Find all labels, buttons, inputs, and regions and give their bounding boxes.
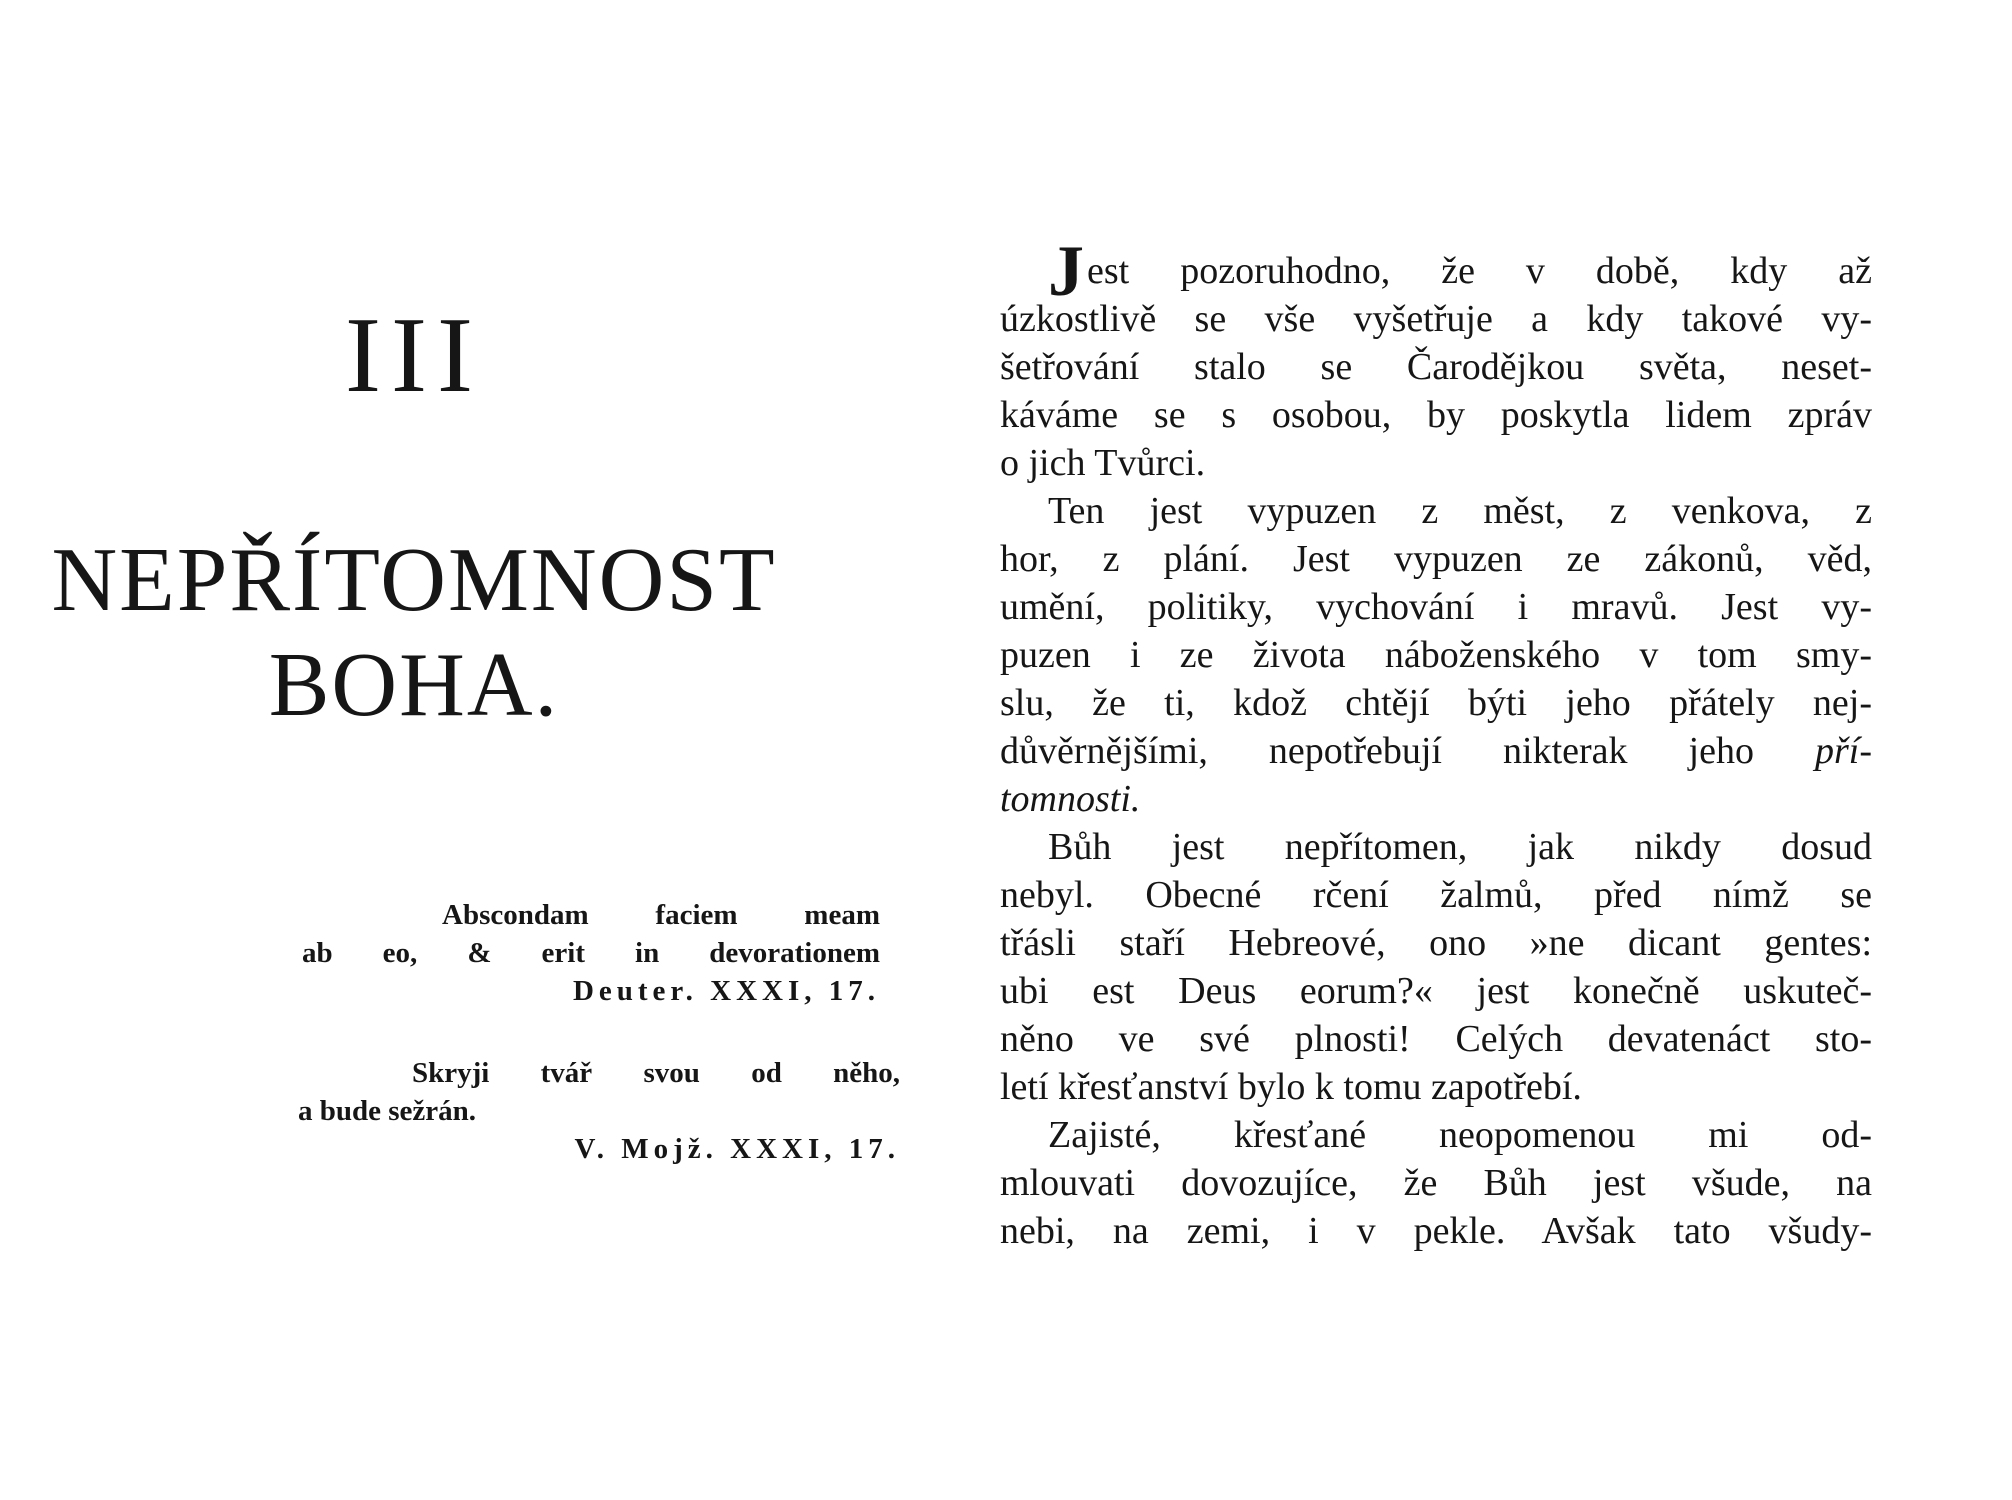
drop-cap-initial: J: [1048, 231, 1084, 311]
chapter-title: [28, 527, 800, 737]
latin-epigraph-line-1: Abscondam faciem meam: [442, 899, 880, 931]
body-line: nebyl. Obecné rčení žalmů, před nímž se: [1000, 874, 1872, 916]
body-paragraph-1: [1000, 231, 1872, 487]
latin-epigraph: [302, 896, 880, 1010]
body-line: [1000, 231, 1872, 311]
body-line: káváme se s osobou, by poskytla lidem zpráv: [1000, 394, 1872, 436]
chapter-title-line-1: NEPŘÍTOMNOST: [51, 529, 777, 630]
body-line: umění, politiky, vychování i mravů. Jest vy-: [1000, 586, 1872, 628]
body-paragraph-3: [1000, 823, 1872, 1111]
czech-epigraph-line-1: Skryji tvář svou od něho,: [412, 1057, 900, 1089]
emphasis-text: pří-: [1815, 730, 1872, 772]
body-line: Bůh jest nepřítomen, jak nikdy dosud: [1048, 826, 1872, 868]
chapter-number: III: [345, 296, 483, 415]
body-line: puzen i ze života náboženského v tom smy-: [1000, 634, 1872, 676]
body-line: o jich Tvůrci.: [1000, 442, 1206, 484]
body-paragraph-4: [1000, 1111, 1872, 1255]
body-line: třásli staří Hebreové, ono »ne dicant gentes:: [1000, 922, 1872, 964]
body-line: hor, z plání. Jest vypuzen ze zákonů, věd,: [1000, 538, 1872, 580]
body-line: [1000, 727, 1872, 775]
body-text-column: [1000, 231, 1872, 1255]
chapter-title-line-2: BOHA.: [268, 634, 560, 735]
body-line: něno ve své plnosti! Celých devatenáct sto-: [1000, 1018, 1872, 1060]
body-line: šetřování stalo se Čarodějkou světa, neset-: [1000, 346, 1872, 388]
body-line: slu, že ti, kdož chtějí býti jeho přátely nej-: [1000, 682, 1872, 724]
emphasis-text: tomnosti.: [1000, 778, 1141, 820]
latin-epigraph-citation: Deuter. XXXI, 17.: [572, 975, 880, 1007]
body-line: letí křesťanství bylo k tomu zapotřebí.: [1000, 1066, 1582, 1108]
czech-epigraph-citation: V. Mojž. XXXI, 17.: [574, 1133, 900, 1165]
body-line-text: důvěrnějšími, nepotřebují nikterak jeho: [1000, 730, 1815, 772]
body-line: Zajisté, křesťané neopomenou mi od-: [1048, 1114, 1872, 1156]
body-line: mlouvati dovozujíce, že Bůh jest všude, na: [1000, 1162, 1872, 1204]
body-line: [1000, 775, 1872, 823]
latin-epigraph-line-2: ab eo, & erit in devorationem: [302, 937, 880, 969]
body-line: úzkostlivě se vše vyšetřuje a kdy takové vy-: [1000, 298, 1872, 340]
czech-epigraph: [298, 1054, 900, 1168]
body-line: nebi, na zemi, i v pekle. Avšak tato všudy-: [1000, 1210, 1872, 1252]
body-line: Ten jest vypuzen z měst, z venkova, z: [1048, 490, 1872, 532]
czech-epigraph-line-2: a bude sežrán.: [298, 1095, 477, 1127]
body-line: ubi est Deus eorum?« jest konečně uskuteč-: [1000, 970, 1872, 1012]
body-line-text: est pozoruhodno, že v době, kdy až: [1087, 250, 1872, 292]
body-paragraph-2: [1000, 487, 1872, 823]
